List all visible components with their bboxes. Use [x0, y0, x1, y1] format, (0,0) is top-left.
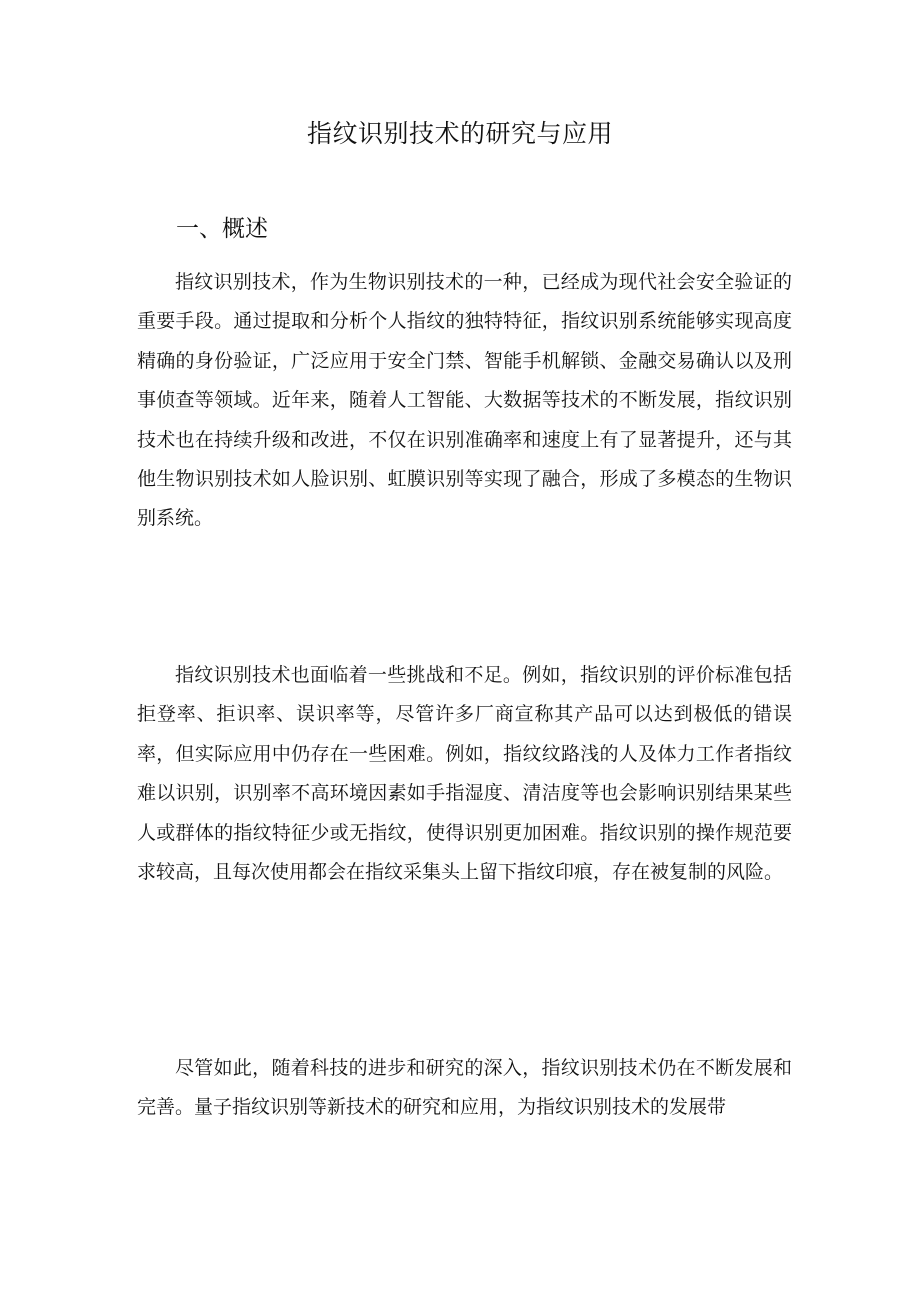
paragraph-challenges: 指纹识别技术也面临着一些挑战和不足。例如，指纹识别的评价标准包括拒登率、拒识率、误识率等，尽管许多厂商宣称其产品可以达到极低的错误率，但实际应用中仍存在一些困难。例如，指纹纹路浅的人及体力工作者指纹难以识别，识别率不高环境因素如手指湿度、清洁度等也会影响识别结果某些人或群体的指纹特征少或无指纹，使得识别更加困难。指纹识别的操作规范要求较高，且每次使用都会在指纹采集头上留下指纹印痕，存在被复制的风险。 — [137, 664, 792, 884]
page-title: 指纹识别技术的研究与应用 — [306, 119, 613, 148]
section-heading: 一、概述 — [176, 216, 268, 242]
paragraph-development: 尽管如此，随着科技的进步和研究的深入，指纹识别技术仍在不断发展和完善。量子指纹识别等新技术的研究和应用，为指纹识别技术的发展带 — [137, 1057, 792, 1119]
paragraph-overview: 指纹识别技术，作为生物识别技术的一种，已经成为现代社会安全验证的重要手段。通过提取和分析个人指纹的独特特征，指纹识别系统能够实现高度精确的身份验证，广泛应用于安全门禁、智能手机解锁、金融交易确认以及刑事侦查等领域。近年来，随着人工智能、大数据等技术的不断发展，指纹识别技术也在持续升级和改进，不仅在识别准确率和速度上有了显著提升，还与其他生物识别技术如人脸识别、虹膜识别等实现了融合，形成了多模态的生物识别系统。 — [137, 271, 792, 530]
